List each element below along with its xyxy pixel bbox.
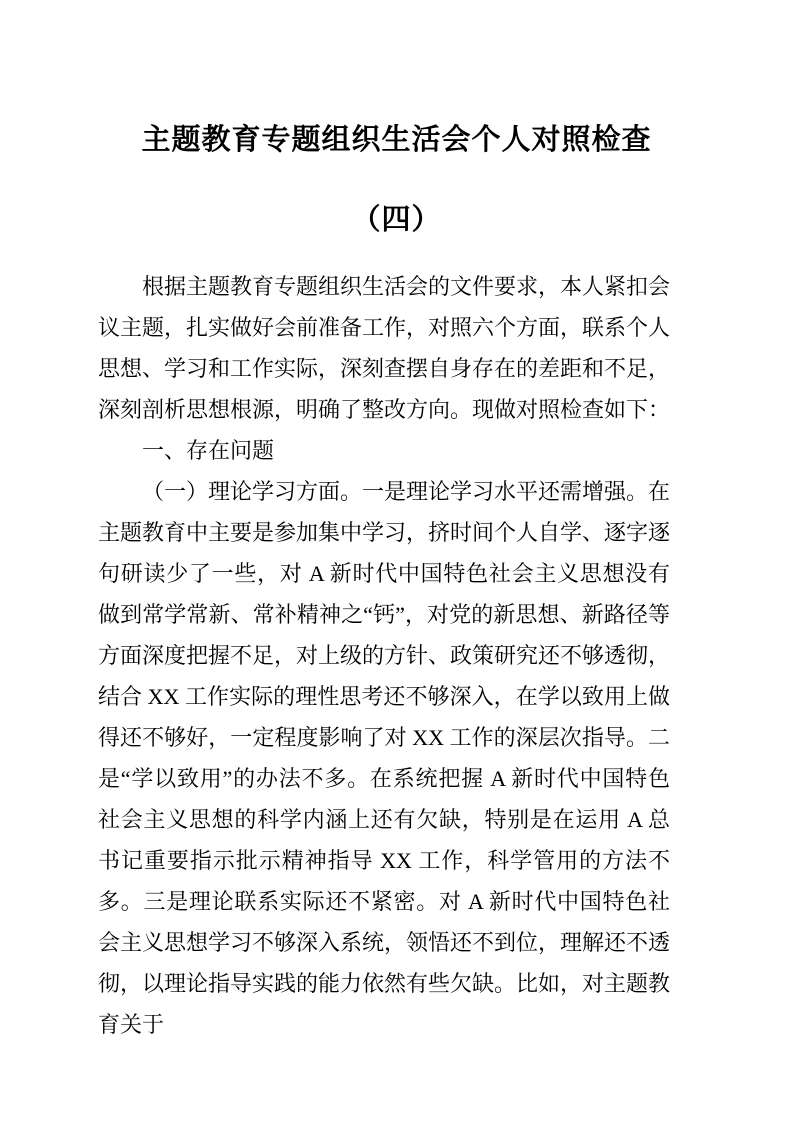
- title-line-1: 主题教育专题组织生活会个人对照检查: [141, 124, 652, 156]
- document-body: [98, 266, 670, 1045]
- paragraph-intro: 根据主题教育专题组织生活会的文件要求，本人紧扣会议主题，扎实做好会前准备工作，对照六个方面，联系个人思想、学习和工作实际，深刻查摆自身存在的差距和不足，深刻剖析思想根源，明确了整改方向。现做对照检查如下：: [98, 274, 671, 422]
- paragraph-theory-study: （一）理论学习方面。一是理论学习水平还需增强。在主题教育中主要是参加集中学习，挤时间个人自学、逐字逐句研读少了一些，对 A 新时代中国特色社会主义思想没有做到常学常新、常补精神之“钙”，对党的新思想、新路径等方面深度把握不足，对上级的方针、政策研究还不够透彻，结合 XX 工作实际的理性思考还不够深入，在学以致用上做得还不够好，一定程度影响了对 XX 工作的深层次指导。二是“学以致用”的办法不多。在系统把握 A 新时代中国特色社会主义思想的科学内涵上还有欠缺，特别是在运用 A 总书记重要指示批示精神指导 XX 工作，科学管用的方法不多。三是理论联系实际还不紧密。对 A 新时代中国特色社会主义思想学习不够深入系统，领悟还不到位，理解还不透彻，以理论指导实践的能力依然有些欠缺。比如，对主题教育关于: [98, 479, 671, 1037]
- document-title: [0, 100, 793, 260]
- title-line-2: （四）: [351, 204, 442, 236]
- section-heading-problems: 一、存在问题: [142, 438, 275, 463]
